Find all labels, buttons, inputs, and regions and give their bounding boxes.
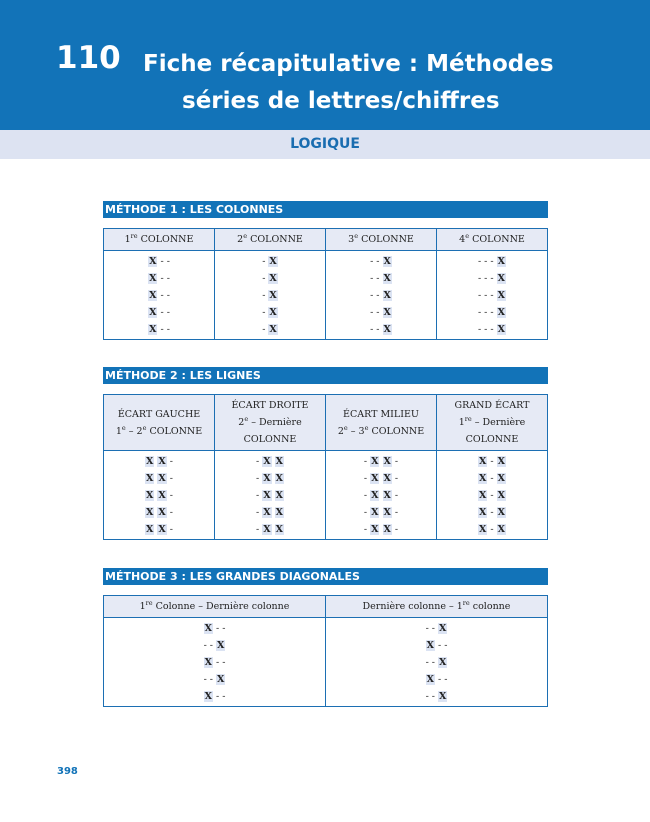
method-3-table [103,595,548,707]
text-run: 3 [348,234,355,245]
x-mark: X [275,524,283,535]
text-run: - - [212,691,226,702]
x-mark: X [497,507,505,518]
ordinal-suffix: re [464,414,472,423]
x-mark: X [263,507,271,518]
pattern-line [215,270,325,287]
x-mark: X [497,290,506,301]
text-run: - [262,290,269,301]
column-header [104,229,215,251]
method-1-title: MÉTHODE 1 : LES COLONNES [103,201,548,218]
method-3-title: MÉTHODE 3 : LES GRANDES DIAGONALES [103,568,548,585]
chapter-title [143,46,554,120]
x-mark: X [217,640,225,651]
table-cell [215,251,326,340]
pattern-line [104,671,325,688]
text-run: ÉCART GAUCHE [117,408,201,420]
x-mark: X [149,324,157,335]
text-run: – 3 [347,425,365,437]
x-mark: X [371,473,379,484]
text-run: ÉCART DROITE [231,400,309,411]
x-mark: X [383,473,391,484]
pattern-line [326,521,436,538]
column-header [326,229,437,251]
x-mark: X [497,524,505,535]
table-cell [104,251,215,340]
x-mark: X [275,490,283,501]
chapter-title-line-2: séries de lettres/chiffres [182,88,500,114]
chapter-number: 110 [56,40,121,76]
x-mark: X [269,324,277,335]
x-mark: X [149,290,157,301]
x-mark: X [479,524,487,535]
pattern-line [326,688,547,705]
ordinal-suffix: re [145,598,153,607]
pattern-line [437,270,547,287]
table-cell [104,618,326,707]
x-mark: X [383,490,391,501]
pattern-line [104,620,325,637]
x-mark: X [383,524,391,535]
text-run: - - - [477,307,497,318]
text-run: COLONNE [469,234,525,245]
text-run: - [391,507,399,518]
pattern-line [437,453,547,470]
pattern-line [104,287,214,304]
x-mark: X [275,456,283,467]
pattern-line [326,270,436,287]
pattern-line [326,487,436,504]
pattern-line [326,637,547,654]
x-mark: X [269,256,277,267]
x-mark: X [217,674,225,685]
pattern-line [326,470,436,487]
x-mark: X [371,507,379,518]
pattern-line [326,671,547,688]
pattern-line [437,253,547,270]
page-number: 398 [57,766,78,777]
x-mark: X [275,473,283,484]
ordinal-suffix: re [130,231,138,240]
text-run: - [166,524,173,535]
x-mark: X [371,490,379,501]
pattern-line [326,287,436,304]
column-header [215,395,326,451]
x-mark: X [383,456,391,467]
pattern-line [215,253,325,270]
ordinal-suffix: e [343,423,348,432]
x-mark: X [149,256,157,267]
text-run: - [363,524,371,535]
ordinal-suffix: e [364,423,369,432]
x-mark: X [497,456,505,467]
text-run: - - [203,674,217,685]
text-run: Colonne – Dernière colonne [152,601,290,612]
x-mark: X [263,524,271,535]
table-cell [215,451,326,540]
pattern-line [437,504,547,521]
text-run: - [255,473,263,484]
text-run: 1 [458,417,465,428]
pattern-line [104,504,214,521]
x-mark: X [383,324,391,335]
pattern-line [437,470,547,487]
ordinal-suffix: e [354,231,359,240]
text-run: 1 [139,601,146,612]
text-run: colonne [469,601,511,612]
text-run: - - [157,324,170,335]
text-run: COLONNE [358,234,414,245]
x-mark: X [439,691,447,702]
x-mark: X [158,456,166,467]
x-mark: X [145,473,154,484]
text-run: - [487,507,497,518]
ordinal-suffix: re [462,598,470,607]
x-mark: X [383,507,391,518]
chapter-title-line-1: Fiche récapitulative : Méthodes [143,51,554,77]
text-run: - [391,490,399,501]
method-1-table [103,228,548,340]
x-mark: X [263,490,271,501]
x-mark: X [158,524,166,535]
text-run: 2 [238,417,245,428]
x-mark: X [497,473,505,484]
text-run: - [255,507,263,518]
text-run: - [487,456,497,467]
x-mark: X [204,657,212,668]
pattern-line [215,321,325,338]
x-mark: X [145,490,154,501]
text-run: - [391,473,399,484]
x-mark: X [479,473,487,484]
x-mark: X [204,623,212,634]
header-row [104,229,548,251]
x-mark: X [497,307,506,318]
text-run: - - [370,307,383,318]
x-mark: X [497,324,506,335]
pattern-line [215,521,325,538]
x-mark: X [158,507,166,518]
x-mark: X [479,490,487,501]
text-run: COLONNE [146,425,203,437]
text-run: - - [370,256,383,267]
pattern-line [104,637,325,654]
text-run: - [255,524,263,535]
x-mark: X [263,473,271,484]
text-run: - - [425,691,439,702]
x-mark: X [149,273,157,284]
column-header [215,229,326,251]
pattern-line [104,270,214,287]
text-run: 1 [115,425,122,437]
text-run: - - [425,623,439,634]
text-run: - [487,524,497,535]
text-run: - [262,307,269,318]
text-run: COLONNE [137,234,194,245]
x-mark: X [383,273,391,284]
pattern-line [104,487,214,504]
text-run: - [262,273,269,284]
text-run: - - [425,657,439,668]
pattern-line [215,304,325,321]
pattern-line [437,487,547,504]
column-header [437,229,548,251]
x-mark: X [158,473,166,484]
ordinal-suffix: e [142,423,147,432]
text-run: - - - [477,290,497,301]
x-mark: X [158,490,166,501]
text-run: COLONNE [243,434,297,445]
text-run: 4 [459,234,466,245]
chapter-header [0,0,650,130]
pattern-line [326,620,547,637]
x-mark: X [383,256,391,267]
x-mark: X [497,490,505,501]
x-mark: X [145,507,154,518]
text-run: - [487,490,497,501]
header-row [104,395,548,451]
pattern-line [104,321,214,338]
method-3-section [103,568,548,707]
pattern-line [104,253,214,270]
table-cell [437,251,548,340]
text-run: - [363,473,371,484]
x-mark: X [371,524,379,535]
text-run: COLONNE [465,434,519,445]
column-header [104,395,215,451]
header-row [104,596,548,618]
pattern-line [215,470,325,487]
pattern-line [326,453,436,470]
x-mark: X [426,640,434,651]
text-run: - - [370,324,383,335]
text-run: 1 [124,234,131,245]
column-header [326,395,437,451]
x-mark: X [439,623,447,634]
text-run: - [363,507,371,518]
table-cell [104,451,215,540]
x-mark: X [479,456,487,467]
x-mark: X [497,256,506,267]
ordinal-suffix: e [465,231,470,240]
x-mark: X [275,507,283,518]
table-row [104,618,548,707]
pattern-line [326,304,436,321]
text-run: - [363,490,371,501]
pattern-line [215,504,325,521]
text-run: - - [434,640,448,651]
x-mark: X [269,307,277,318]
text-run: - [262,256,269,267]
table-cell [326,451,437,540]
pattern-line [104,304,214,321]
method-1-section [103,201,548,340]
x-mark: X [149,307,157,318]
table-row [104,451,548,540]
text-run: - - - [477,273,497,284]
table-cell [326,618,548,707]
method-2-section [103,367,548,540]
column-header [104,596,326,618]
ordinal-suffix: e [243,231,248,240]
pattern-line [437,321,547,338]
text-run: - - [157,273,170,284]
text-run: - - [370,290,383,301]
text-run: GRAND ÉCART [454,400,530,411]
method-2-title: MÉTHODE 2 : LES LIGNES [103,367,548,384]
text-run: - [363,456,371,467]
text-run: COLONNE [368,425,425,437]
x-mark: X [145,524,154,535]
section-band: LOGIQUE [0,130,650,159]
x-mark: X [383,307,391,318]
pattern-line [437,304,547,321]
x-mark: X [426,674,434,685]
method-2-table [103,394,548,540]
text-run: - - [370,273,383,284]
column-header [437,395,548,451]
text-run: COLONNE [247,234,303,245]
text-run: - [391,524,399,535]
text-run: – Dernière [248,417,302,428]
text-run: - - - [477,324,497,335]
ordinal-suffix: e [121,423,126,432]
pattern-line [104,688,325,705]
x-mark: X [263,456,271,467]
text-run: - [255,490,263,501]
text-run: – Dernière [471,417,526,428]
text-run: Dernière colonne – 1 [362,601,463,612]
pattern-line [215,487,325,504]
x-mark: X [269,273,277,284]
text-run: - [166,490,173,501]
pattern-line [326,654,547,671]
text-run: - - [212,657,226,668]
text-run: - [262,324,269,335]
pattern-line [437,521,547,538]
text-run: - - [434,674,448,685]
pattern-line [104,453,214,470]
pattern-line [215,287,325,304]
text-run: - [487,473,497,484]
pattern-line [326,504,436,521]
text-run: - - [157,290,170,301]
text-run: - - [157,307,170,318]
pattern-line [215,453,325,470]
text-run: - [166,507,173,518]
x-mark: X [479,507,487,518]
pattern-line [326,253,436,270]
x-mark: X [497,273,506,284]
text-run: – 2 [125,425,143,437]
pattern-line [104,654,325,671]
text-run: - - [157,256,170,267]
x-mark: X [371,456,379,467]
text-run: 2 [237,234,244,245]
text-run: - [166,456,173,467]
ordinal-suffix: e [244,414,249,423]
text-run: - [255,456,263,467]
text-run: - - [203,640,217,651]
text-run: 2 [337,425,344,437]
table-cell [437,451,548,540]
text-run: - - - [477,256,497,267]
table-row [104,251,548,340]
text-run: - [391,456,399,467]
pattern-line [104,521,214,538]
x-mark: X [383,290,391,301]
x-mark: X [269,290,277,301]
text-run: - [166,473,173,484]
pattern-line [104,470,214,487]
pattern-line [437,287,547,304]
text-run: - - [212,623,226,634]
x-mark: X [204,691,212,702]
x-mark: X [145,456,154,467]
pattern-line [326,321,436,338]
text-run: ÉCART MILIEU [343,408,419,420]
table-cell [326,251,437,340]
column-header [326,596,548,618]
x-mark: X [439,657,447,668]
